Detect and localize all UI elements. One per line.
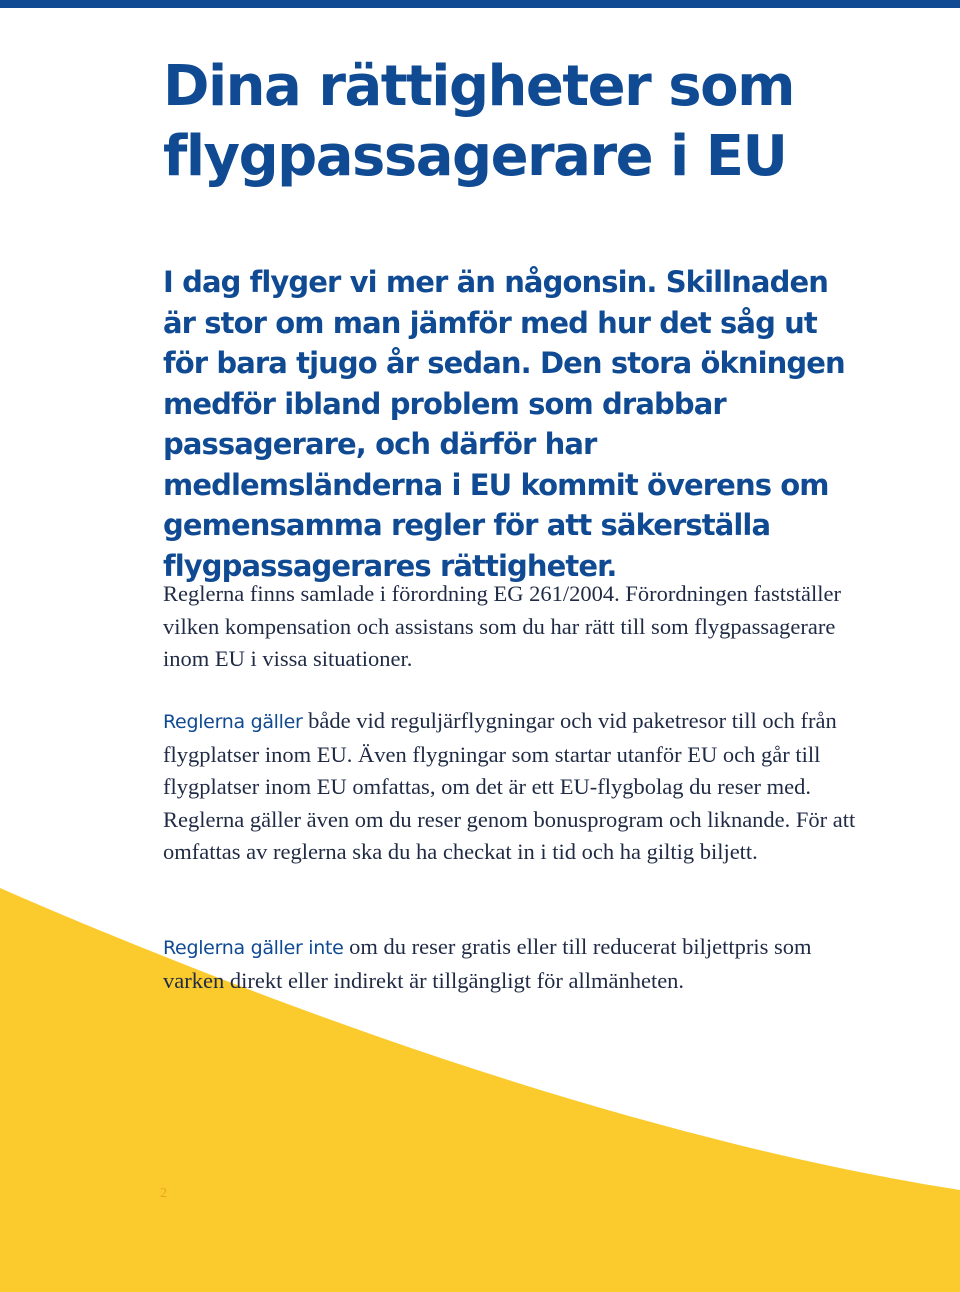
applies-lead: Reglerna gäller	[163, 711, 303, 733]
intro-paragraph: I dag flyger vi mer än någonsin. Skillnaden är stor om man jämför med hur det såg ut för bara tjugo år sedan. Den stora ökningen medför ibland problem som drabbar passagerare, och därför har medlemsländerna i EU kommit överens om gemensamma regler för att säkerställa flygpassagerares rättigheter.	[163, 265, 845, 583]
page-title: Dina rättigheter som flygpassagerare i EU	[163, 54, 794, 189]
not-applies-lead: Reglerna gäller inte	[163, 937, 344, 959]
not-applies-text: om du reser gratis eller till reducerat biljettpris som varken direkt eller indirekt är tillgängligt för allmänheten.	[163, 934, 812, 993]
applies-paragraph	[163, 705, 863, 869]
not-applies-paragraph	[163, 931, 863, 997]
regulation-paragraph: Reglerna finns samlade i förordning EG 261/2004. Förordningen fastställer vilken kompensation och assistans som du har rätt till som flygpassagerare inom EU i vissa situationer.	[163, 581, 841, 671]
page-number: 2	[160, 1186, 167, 1201]
applies-text: både vid reguljärflygningar och vid paketresor till och från flygplatser inom EU. Även flygningar som startar utanför EU och går till flygplatser inom EU omfattas, om det är ett EU-flygbolag du reser med. Reglerna gäller även om du reser genom bonusprogram och liknande. För att omfattas av reglerna ska du ha checkat in i tid och ha giltig biljett.	[163, 708, 856, 864]
